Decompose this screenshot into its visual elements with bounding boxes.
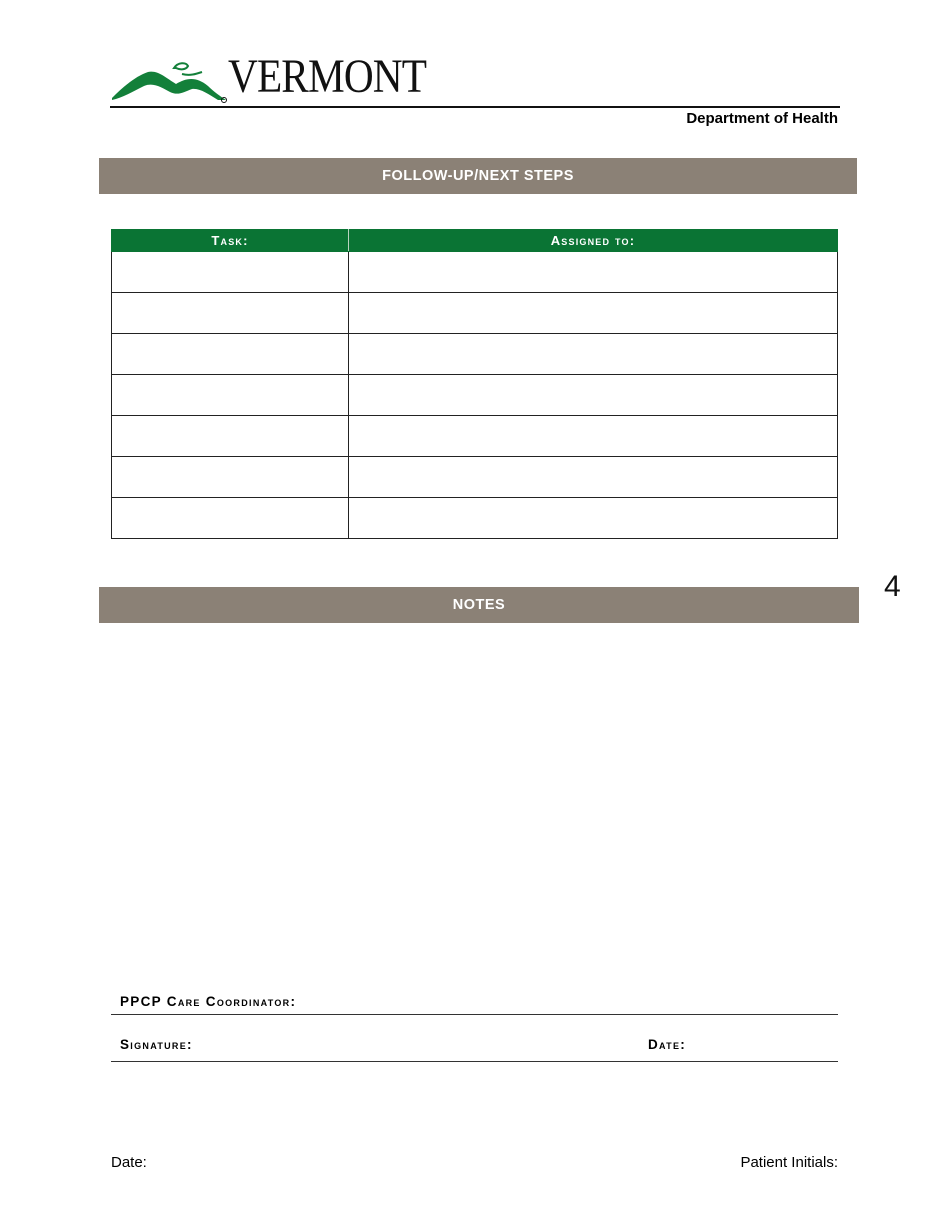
table-row (112, 416, 838, 457)
assigned-cell[interactable] (349, 293, 838, 334)
task-cell[interactable] (112, 416, 349, 457)
assigned-cell[interactable] (349, 334, 838, 375)
table-row (112, 334, 838, 375)
department-name: Department of Health (686, 110, 838, 127)
assigned-cell[interactable] (349, 375, 838, 416)
table-row (112, 375, 838, 416)
task-cell[interactable] (112, 375, 349, 416)
task-cell[interactable] (112, 457, 349, 498)
vermont-logo (110, 50, 430, 106)
coordinator-label: PPCP Care Coordinator: (120, 994, 297, 1009)
footer-date-label: Date: (111, 1154, 147, 1171)
mountain-logo-icon (110, 56, 230, 106)
tasks-table (111, 229, 838, 539)
signature-line[interactable] (111, 1037, 838, 1062)
coordinator-line[interactable] (111, 994, 838, 1015)
footer-patient-initials-label: Patient Initials: (740, 1154, 838, 1171)
assigned-cell[interactable] (349, 498, 838, 539)
table-row (112, 498, 838, 539)
followup-section-header: FOLLOW-UP/NEXT STEPS (99, 158, 857, 194)
task-cell[interactable] (112, 334, 349, 375)
signature-date-label: Date: (648, 1037, 687, 1052)
task-cell[interactable] (112, 293, 349, 334)
table-row (112, 252, 838, 293)
assigned-cell[interactable] (349, 416, 838, 457)
task-cell[interactable] (112, 252, 349, 293)
table-row (112, 293, 838, 334)
page-number: 4 (884, 570, 901, 603)
table-row (112, 457, 838, 498)
task-cell[interactable] (112, 498, 349, 539)
logo-wordmark: VERMONT (228, 50, 427, 103)
task-column-header: Task: (112, 230, 349, 252)
signature-label: Signature: (120, 1037, 193, 1052)
header-rule (110, 106, 840, 108)
assigned-column-header: Assigned to: (349, 230, 838, 252)
notes-section-header: NOTES (99, 587, 859, 623)
assigned-cell[interactable] (349, 252, 838, 293)
assigned-cell[interactable] (349, 457, 838, 498)
